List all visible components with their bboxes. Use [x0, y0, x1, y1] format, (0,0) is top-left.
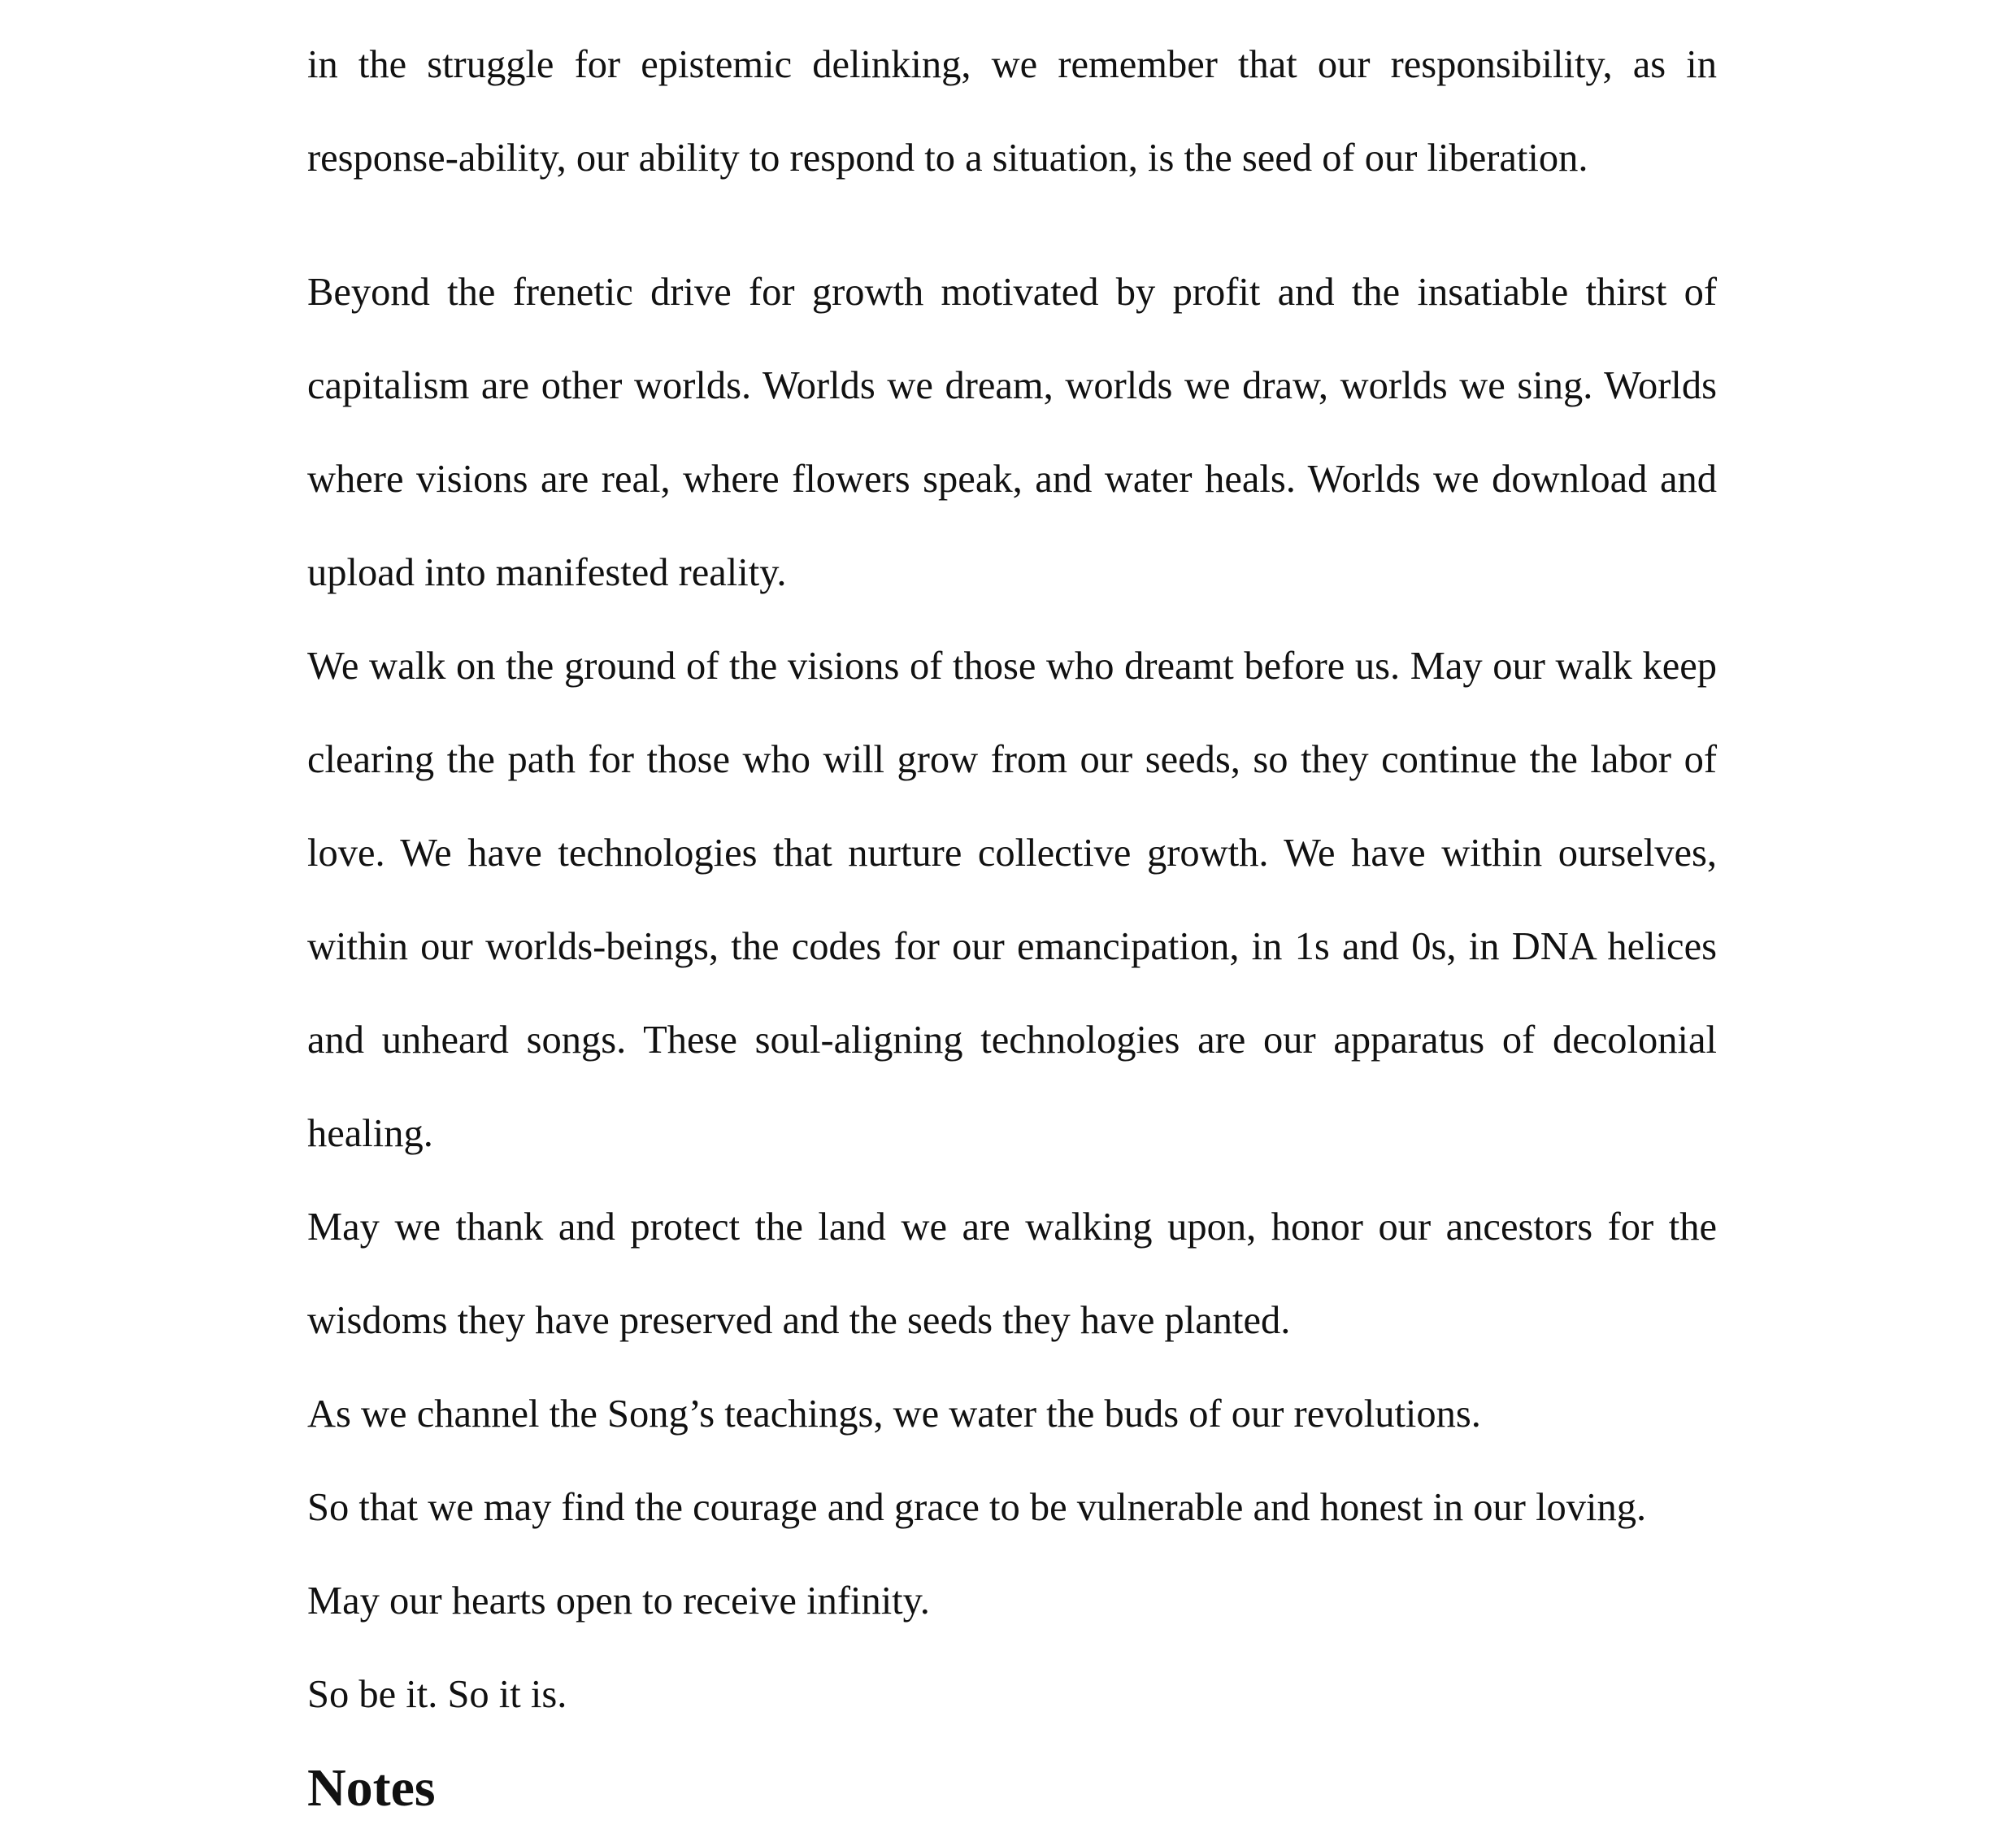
paragraph-song-teachings: As we channel the Song’s teachings, we water the buds of our revolutions.	[307, 1392, 1481, 1436]
notes-heading: Notes	[307, 1758, 436, 1818]
document-page	[307, 18, 1717, 1829]
paragraph-closing: So be it. So it is.	[307, 1673, 567, 1716]
paragraph-other-worlds: Beyond the frenetic drive for growth motivated by profit and the insatiable thirst of capitalism are other worlds. Worlds we dream, worlds we draw, worlds we sing. Worlds where visions are real, where flowers speak, and water heals. Worlds we download and upload into manifested reality.	[307, 271, 1717, 594]
paragraph-responsibility: in the struggle for epistemic delinking, we remember that our responsibility, as in response-ability, our ability to respond to a situation, is the seed of our liberation.	[307, 43, 1717, 180]
paragraph-courage: So that we may find the courage and grace to be vulnerable and honest in our loving.	[307, 1486, 1647, 1529]
paragraph-land-ancestors: May we thank and protect the land we are walking upon, honor our ancestors for the wisdoms they have preserved and the seeds they have planted.	[307, 1206, 1717, 1342]
paragraph-visions: We walk on the ground of the visions of those who dreamt before us. May our walk keep clearing the path for those who will grow from our seeds, so they continue the labor of love. We have technologies that nurture collective growth. We have within ourselves, within our worlds-beings, the codes for our emancipation, in 1s and 0s, in DNA helices and unheard songs. These soul-aligning technologies are our apparatus of decolonial healing.	[307, 645, 1717, 1155]
paragraph-infinity: May our hearts open to receive infinity.	[307, 1579, 930, 1623]
